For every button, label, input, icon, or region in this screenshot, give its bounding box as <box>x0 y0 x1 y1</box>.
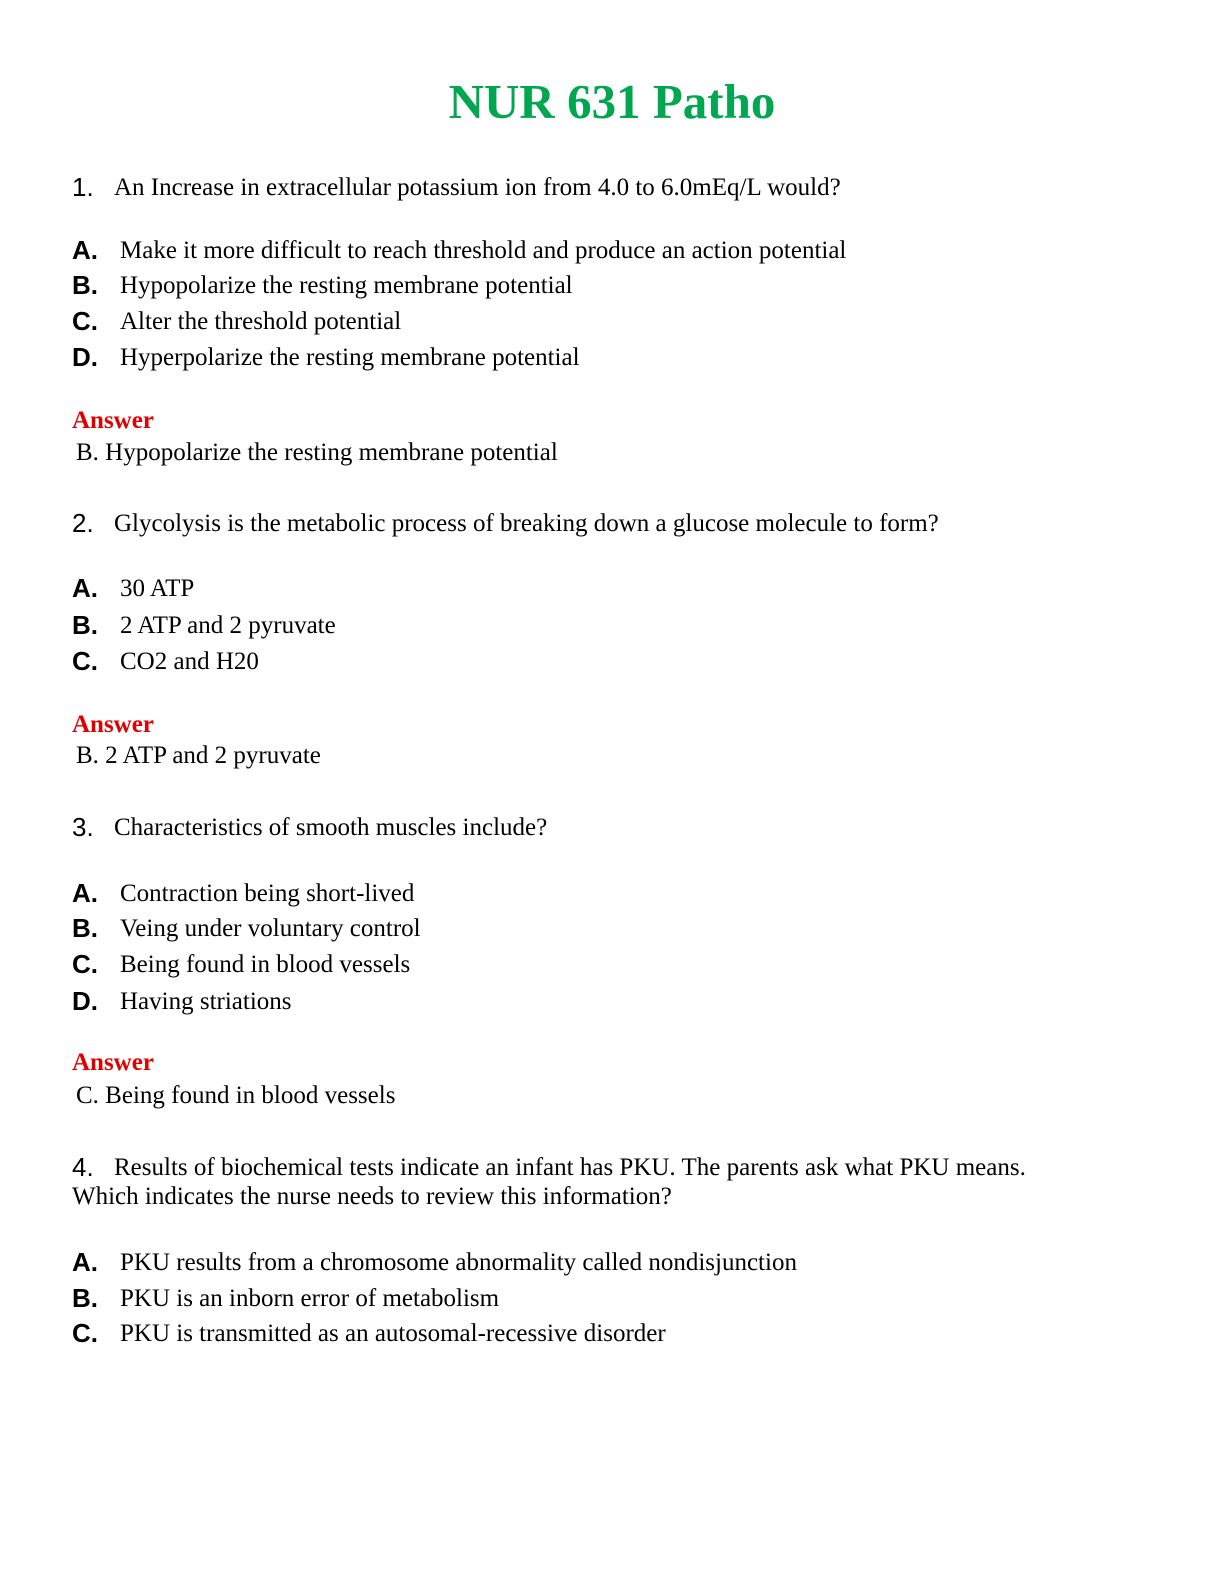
option-letter: C. <box>72 1318 98 1348</box>
option-letter: B. <box>72 610 98 640</box>
option-text: Hypopolarize the resting membrane potential <box>120 272 573 299</box>
option-text: 30 ATP <box>120 575 195 602</box>
option-text: Make it more difficult to reach threshold and produce an action potential <box>120 237 847 264</box>
question-text: Glycolysis is the metabolic process of breaking down a glucose molecule to form? <box>114 510 939 537</box>
answer-label: Answer <box>72 711 154 738</box>
option-letter: D. <box>72 986 98 1016</box>
option-letter: B. <box>72 913 98 943</box>
option-text: Veing under voluntary control <box>120 915 421 942</box>
option-text: 2 ATP and 2 pyruvate <box>120 612 336 639</box>
option-text: Contraction being short-lived <box>120 880 415 907</box>
option-text: PKU results from a chromosome abnormality called nondisjunction <box>120 1249 797 1276</box>
question-text: Results of biochemical tests indicate an infant has PKU. The parents ask what PKU means. <box>114 1154 1026 1181</box>
option-letter: C. <box>72 646 98 676</box>
option-text: PKU is transmitted as an autosomal-recessive disorder <box>120 1320 666 1347</box>
option-text: Hyperpolarize the resting membrane potential <box>120 344 580 371</box>
option-text: CO2 and H20 <box>120 648 259 675</box>
option-letter: C. <box>72 949 98 979</box>
question-text: Characteristics of smooth muscles include? <box>114 814 548 841</box>
option-text: PKU is an inborn error of metabolism <box>120 1285 500 1312</box>
option-letter: A. <box>72 1247 98 1277</box>
question-number: 2. <box>72 508 94 538</box>
question-text: An Increase in extracellular potassium ion from 4.0 to 6.0mEq/L would? <box>114 174 841 201</box>
option-letter: C. <box>72 306 98 336</box>
question-number: 3. <box>72 812 94 842</box>
option-text: Being found in blood vessels <box>120 951 411 978</box>
answer-text: C. Being found in blood vessels <box>76 1082 396 1109</box>
page-title: NUR 631 Patho <box>448 74 776 129</box>
question-number: 1. <box>72 172 94 202</box>
option-letter: B. <box>72 1283 98 1313</box>
option-letter: A. <box>72 573 98 603</box>
option-text: Having striations <box>120 988 292 1015</box>
option-letter: A. <box>72 235 98 265</box>
option-text: Alter the threshold potential <box>120 308 402 335</box>
answer-label: Answer <box>72 407 154 434</box>
option-letter: B. <box>72 270 98 300</box>
answer-text: B. 2 ATP and 2 pyruvate <box>76 742 321 769</box>
option-letter: D. <box>72 342 98 372</box>
question-number: 4. <box>72 1152 94 1182</box>
question-text-line-2: Which indicates the nurse needs to review this information? <box>72 1183 672 1210</box>
answer-text: B. Hypopolarize the resting membrane potential <box>76 439 558 466</box>
answer-label: Answer <box>72 1049 154 1076</box>
option-letter: A. <box>72 878 98 908</box>
